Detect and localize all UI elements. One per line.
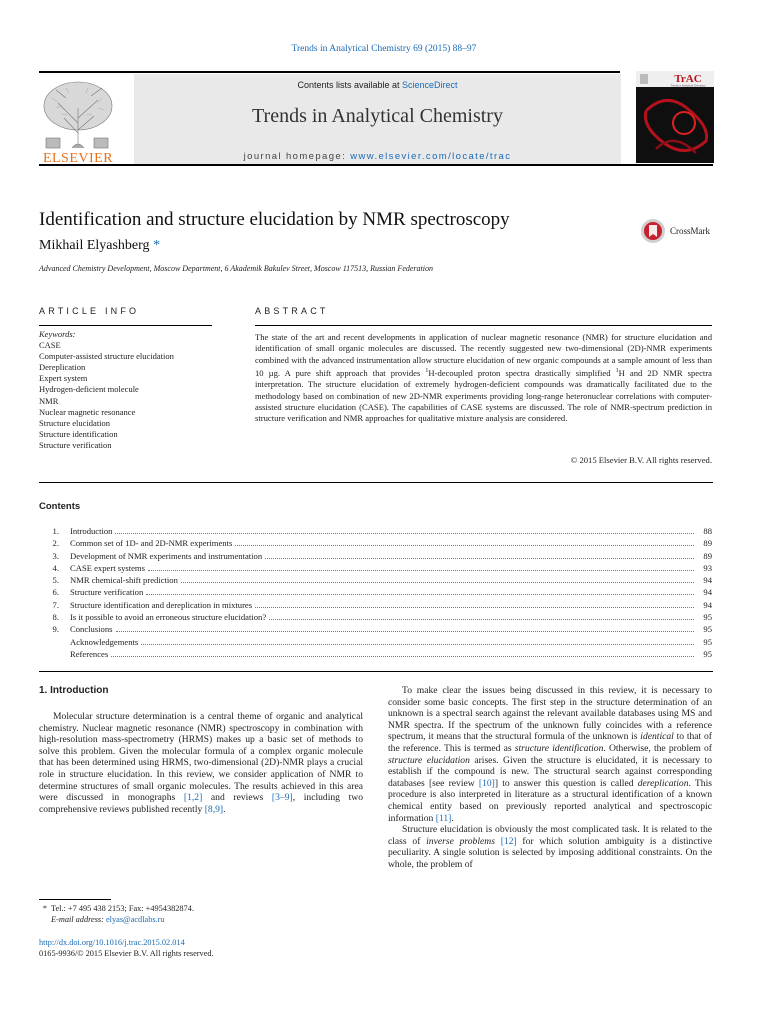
contents-available-line <box>134 80 621 90</box>
article-info-rule <box>39 325 212 326</box>
elsevier-wordmark: ELSEVIER <box>42 151 114 164</box>
author-line <box>39 238 160 254</box>
toc-number: 6. <box>52 587 59 598</box>
contents-available-text: Contents lists available at <box>297 80 403 90</box>
toc-number: 4. <box>52 562 59 573</box>
footnote-marker: * <box>42 904 48 913</box>
toc-page: 94 <box>703 587 712 598</box>
toc-entry[interactable] <box>39 587 712 599</box>
citation-link[interactable]: [12] <box>500 835 517 847</box>
elsevier-tree-logo <box>36 78 120 164</box>
toc-leader <box>116 631 695 632</box>
toc-leader <box>235 545 694 546</box>
abstract-text-part: The state of the art and recent developments in application of nuclear magnetic resonance (NMR) for structure elucidation and identification of small organic molecules are discussed. The recently suggested new two-dimensional (2D)-NMR experiments combined with the advanced instrumentation allow structure elucidation of new organic compounds at a sample amount of less than 10 µg. A pure shift approach that provides <box>255 332 712 378</box>
toc-title[interactable]: CASE expert systems <box>70 562 145 573</box>
paragraph-text: . <box>451 812 454 824</box>
toc-entry[interactable] <box>39 575 712 587</box>
header-bottom-rule <box>39 164 713 166</box>
emphasis: identical <box>640 731 674 743</box>
keyword-item: Structure verification <box>39 439 112 450</box>
doi-link[interactable]: http://dx.doi.org/10.1016/j.trac.2015.02.014 <box>39 938 185 947</box>
contents-heading: Contents <box>39 501 81 512</box>
toc-leader <box>255 607 694 608</box>
citation-link[interactable]: [11] <box>435 812 452 824</box>
homepage-label: journal homepage: <box>243 151 351 162</box>
crossmark-badge[interactable] <box>640 218 730 244</box>
citation-link[interactable]: [1,2] <box>183 792 203 804</box>
toc-page: 95 <box>703 648 712 659</box>
section-heading-introduction: 1. Introduction <box>39 685 109 696</box>
paragraph-text: Structure elucidation is obviously the most complicated task. It is related to the class of <box>388 824 712 847</box>
footnote-email-line <box>39 915 194 926</box>
journal-reference[interactable]: Trends in Analytical Chemistry 69 (2015) 88–97 <box>291 44 477 54</box>
toc-page: 95 <box>703 624 712 635</box>
paragraph-text: to that of the reference. This is termed as <box>388 731 712 754</box>
left-column-text <box>39 711 363 815</box>
trac-logo: TrAC <box>674 73 702 85</box>
sciencedirect-link[interactable]: ScienceDirect <box>402 80 458 90</box>
toc-title[interactable]: Acknowledgements <box>70 636 139 647</box>
abstract-text <box>255 332 712 425</box>
toc-number: 7. <box>52 599 59 610</box>
keyword-item: Expert system <box>39 373 88 384</box>
keyword-item: Nuclear magnetic resonance <box>39 406 136 417</box>
toc-page: 93 <box>703 562 712 573</box>
toc-leader <box>181 582 694 583</box>
abstract-copyright: © 2015 Elsevier B.V. All rights reserved. <box>570 455 712 465</box>
toc-title[interactable]: Introduction <box>70 526 113 536</box>
toc-entry[interactable] <box>39 649 712 661</box>
keyword-item: CASE <box>39 340 61 351</box>
issn-copyright: 0165-9936/© 2015 Elsevier B.V. All rights reserved. <box>39 948 214 958</box>
body-paragraph <box>39 711 363 815</box>
author-affiliation: Advanced Chemistry Development, Moscow Department, 6 Akademik Bakulev Street, Moscow 117513, Russian Federation <box>39 264 433 273</box>
body-paragraph <box>388 824 712 870</box>
toc-page: 95 <box>703 612 712 623</box>
abstract-text-part: H and 2D NMR spectra interpretation. The structure elucidation of extremely hydrogen-deficient compounds was dramatically facilitated due to the methodology based on combination of new 2D-NMR experiments providing long-range heteronuclear correlations with computer-assisted structure elucidation (CASE). The capabilities of CASE systems are discussed. The role of NMR-spectrum prediction in structure verification and NMR approaches for qualitative mixture analysis are considered. <box>255 367 712 424</box>
toc-leader <box>111 656 694 657</box>
abstract-text-part: H-decoupled proton spectra drastically simplified <box>428 367 616 378</box>
abstract-heading: ABSTRACT <box>255 306 329 316</box>
header-top-rule <box>39 71 620 73</box>
keyword-item: Structure identification <box>39 428 118 439</box>
citation-link[interactable]: [3–9] <box>271 792 293 804</box>
toc-title[interactable]: Common set of 1D- and 2D-NMR experiments <box>70 538 233 549</box>
email-link[interactable]: elyas@acdlabs.ru <box>106 914 165 924</box>
emphasis: inverse problems <box>426 835 495 847</box>
toc-title[interactable]: Structure verification <box>70 587 144 598</box>
abstract-bottom-rule <box>39 482 713 483</box>
toc-entry[interactable] <box>39 624 712 636</box>
citation-link[interactable]: [10] <box>478 777 495 789</box>
toc-page: 94 <box>703 575 712 586</box>
article-title: Identification and structure elucidation by NMR spectroscopy <box>39 209 510 230</box>
emphasis: structure elucidation <box>388 754 470 766</box>
toc-entry[interactable] <box>39 612 712 624</box>
journal-cover-thumbnail[interactable] <box>636 71 714 163</box>
toc-leader <box>265 558 694 559</box>
toc-title[interactable]: Is it possible to avoid an erroneous structure elucidation? <box>70 612 267 623</box>
corresponding-author-footnote <box>39 904 194 925</box>
toc-entry[interactable] <box>39 538 712 550</box>
toc-title[interactable]: Structure identification and dereplication in mixtures <box>70 599 253 610</box>
paragraph-text: for which solution ambiguity is a distinctive peculiarity. A single solution is selected by imposing additional constraints. On the whole, the problem of <box>388 835 712 870</box>
toc-entry[interactable] <box>39 551 712 563</box>
toc-leader <box>148 570 694 571</box>
journal-title: Trends in Analytical Chemistry <box>252 105 503 127</box>
paragraph-text: , including two comprehensive reviews published recently <box>39 792 364 815</box>
toc-page: 89 <box>703 538 712 549</box>
toc-leader <box>115 533 694 534</box>
keyword-item: NMR <box>39 395 59 406</box>
toc-leader <box>141 644 694 645</box>
toc-number: 9. <box>52 624 59 635</box>
author-name[interactable]: Mikhail Elyashberg <box>39 238 150 253</box>
superscript: 1 <box>615 368 619 375</box>
paragraph-text: ] to answer this question is called <box>494 777 638 789</box>
toc-page: 88 <box>703 526 712 536</box>
journal-homepage-line <box>134 151 621 162</box>
toc-entry[interactable] <box>39 637 712 649</box>
author-footnote-marker[interactable]: * <box>149 238 161 253</box>
toc-page: 89 <box>703 550 712 561</box>
keyword-item: Computer-assisted structure elucidation <box>39 351 174 362</box>
toc-number: 3. <box>52 550 59 561</box>
toc-leader <box>269 619 694 620</box>
toc-number: 5. <box>52 575 59 586</box>
toc-leader <box>146 594 694 595</box>
table-of-contents <box>39 526 712 661</box>
homepage-link[interactable]: www.elsevier.com/locate/trac <box>350 151 512 162</box>
emphasis: structure identification <box>514 742 604 754</box>
paragraph-text: . Otherwise, the problem of <box>603 742 713 754</box>
footnote-phone-line <box>39 904 194 915</box>
crossmark-label: CrossMark <box>670 226 710 236</box>
toc-entry[interactable] <box>39 563 712 575</box>
toc-title[interactable]: Conclusions <box>70 624 113 635</box>
toc-title[interactable]: References <box>70 648 109 659</box>
paragraph-text: arises. Given the structure is elucidated, it is necessary to establish if the compound is new. The structural search against corresponding databases [see review <box>388 754 712 789</box>
paragraph-text: . This procedure is also interpreted in literature as a structural identification of a known chemical entity based on previously reported analytical and spectroscopic information <box>388 777 712 824</box>
contents-bottom-rule <box>39 671 713 672</box>
toc-title[interactable]: NMR chemical-shift prediction <box>70 575 178 586</box>
abstract-top-rule <box>255 325 712 326</box>
keyword-item: Dereplication <box>39 362 86 373</box>
toc-page: 94 <box>703 599 712 610</box>
superscript: 1 <box>425 368 429 375</box>
paragraph-text: and reviews <box>202 792 272 804</box>
toc-title[interactable]: Development of NMR experiments and instrumentation <box>70 550 263 561</box>
article-info-heading: ARTICLE INFO <box>39 306 140 316</box>
toc-page: 95 <box>703 636 712 647</box>
keywords-list <box>39 329 174 451</box>
body-paragraph <box>388 685 712 824</box>
cover-journal-name: Trends in Analytical Chemistry <box>670 84 706 88</box>
keywords-label: Keywords: <box>39 329 76 339</box>
footnote-rule <box>39 899 111 900</box>
citation-link[interactable]: [8,9] <box>204 803 224 815</box>
paragraph-text: Molecular structure determination is a central theme of organic and analytical chemistry. Nuclear magnetic resonance (NMR) spectroscopy in combination with high-resolution mass-spectrometry (HRMS) makes up a basic set of methods to solve this problem. Given the molecular formula of a complex organic molecule that has been determined using HRMS, two-dimensional (2D)-NMR plays a crucial role in structure elucidation. In this review, we consider application of NMR to determine structures of small organic molecules. The results achieved in this area were discussed in monographs <box>39 711 363 804</box>
emphasis: dereplication <box>637 777 689 789</box>
toc-entry[interactable] <box>39 600 712 612</box>
footnote-phone: Tel.: +7 495 438 2153; Fax: +4954382874. <box>51 904 194 913</box>
keyword-item: Hydrogen-deficient molecule <box>39 384 139 395</box>
toc-entry[interactable] <box>39 526 712 538</box>
right-column-text <box>388 685 712 871</box>
paragraph-text: To make clear the issues being discussed in this review, it is necessary to consider some basic concepts. The first step in the structure determination of an unknown is a spectral search against the relevant available databases using MS and NMR spectra. If the spectrum of the unknown fully coincides with a reference spectrum, it means that the structural formula of the unknown is <box>388 685 712 743</box>
email-label: E-mail address: <box>51 914 106 924</box>
toc-number: 1. <box>52 526 59 536</box>
paragraph-text: . <box>223 803 226 815</box>
keyword-item: Structure elucidation <box>39 417 111 428</box>
toc-number: 2. <box>52 538 59 549</box>
toc-number: 8. <box>52 612 59 623</box>
doi-block <box>39 938 214 960</box>
